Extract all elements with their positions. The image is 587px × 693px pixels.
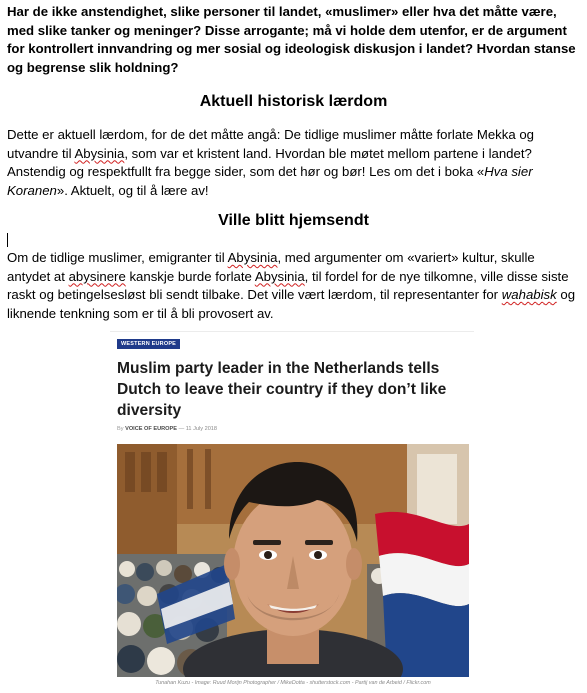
intro-paragraph: Har de ikke anstendighet, slike personer til landet, «muslimer» eller hva det måtte være, med slike tanker og meninger? Disse arrogante; må vi holde dem utenfor, er de argument for kontrollert innvandring og mer sosial og ideologisk diskusjon i landet? Hvordan stanse og begrense slik holdning? xyxy=(7,4,576,75)
article-source: VOICE OF EUROPE xyxy=(125,426,177,432)
section2-paragraph: Om de tidlige muslimer, emigranter til Abysinia, med argumenter om «variert» kultur, skulle antydet at abysinere kanskje burde forlate Abysinia, til fordel for de nye tilkomne, ville disse siste raskt og betingelsesløst bli sendt tilbake. Det ville vært lærdom, til representanter for wahabisk og liknende tenkning som er til å bli provosert av. xyxy=(7,250,576,321)
section-heading-historisk: Aktuell historisk lærdom xyxy=(199,93,388,110)
spellcheck-word: Abysinia xyxy=(74,145,125,161)
spellcheck-word: Abysinia xyxy=(227,250,278,265)
text-cursor xyxy=(7,233,8,247)
section1-paragraph: Dette er aktuell lærdom, for de det måtte angå: De tidlige muslimer måtte forlate Mekka og utvandre til Abysinia, som var et kristent land. Hvordan ble møtet mellom partene i landet? Anstendig og respektfullt fra begge sider, som det hør og bør! Les om det i boka «Hva sier Koranen». Aktuelt, og til å lære av! xyxy=(7,127,535,198)
spellcheck-word: wahabisk xyxy=(501,287,557,303)
article-photo xyxy=(117,444,469,677)
divider xyxy=(110,331,474,332)
section-heading-hjemsendt: Ville blitt hjemsendt xyxy=(218,212,369,229)
article-headline: Muslim party leader in the Netherlands tells Dutch to leave their country if they don’t like diversity xyxy=(117,360,447,419)
book-title: Hva sier Koranen xyxy=(7,164,533,198)
spellcheck-word: abysinere xyxy=(68,268,126,284)
article-date: 11 July 2018 xyxy=(185,426,218,432)
embedded-article-image xyxy=(110,331,474,693)
article-byline: By VOICE OF EUROPE — 11 July 2018 xyxy=(117,426,218,432)
category-tag: WESTERN EUROPE xyxy=(117,339,180,349)
image-caption: Tunahan Kuzu - Image: Ruud Morijn Photographer / MikeDotta - shutterstock.com - Partij van de Arbeid / Flickr.com xyxy=(155,680,431,686)
spellcheck-word: Abysinia xyxy=(254,268,305,284)
